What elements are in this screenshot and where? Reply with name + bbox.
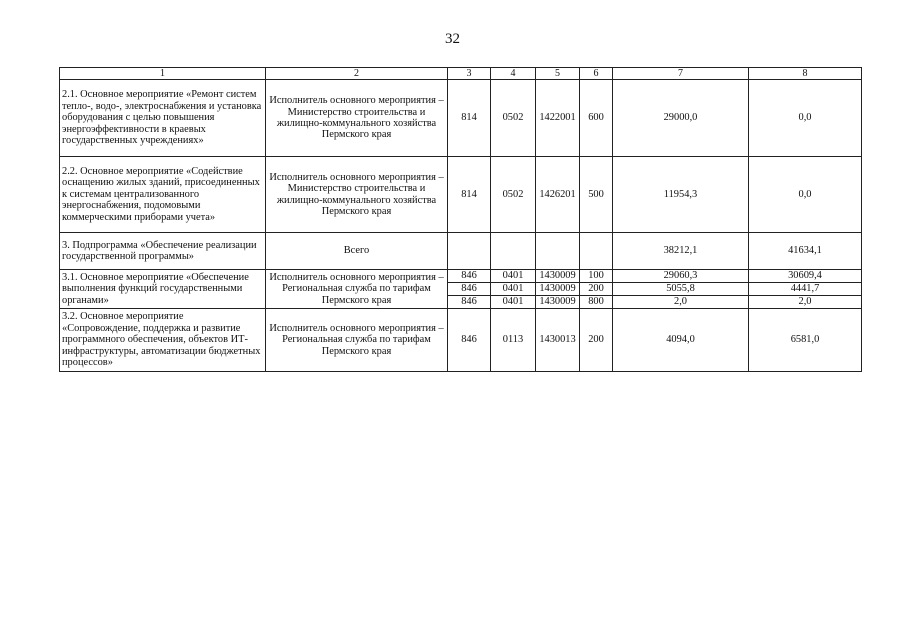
event-name-cell: 3. Подпрограмма «Обеспечение реализации государственной программы» — [60, 233, 266, 270]
column-header: 6 — [580, 68, 613, 80]
rzpr-cell: 0502 — [491, 80, 536, 157]
vr-cell: 600 — [580, 80, 613, 157]
table-row — [60, 157, 862, 233]
grbs-cell: 846 — [448, 270, 491, 283]
event-name-cell: 3.1. Основное мероприятие «Обеспечение выполнения функций государственными органами» — [60, 270, 266, 309]
column-header: 5 — [536, 68, 580, 80]
rzpr-cell: 0401 — [491, 283, 536, 296]
csr-cell: 1430013 — [536, 309, 580, 372]
grbs-cell: 814 — [448, 157, 491, 233]
vr-cell: 500 — [580, 157, 613, 233]
column-number-row — [60, 68, 862, 80]
sum-year2-cell: 0,0 — [749, 80, 862, 157]
executor-cell: Исполнитель основного мероприятия – Региональная служба по тарифам Пермского края — [266, 270, 448, 309]
column-header: 1 — [60, 68, 266, 80]
event-name-cell: 3.2. Основное мероприятие «Сопровождение, поддержка и развитие программного обеспечения, объектов ИТ-инфраструктуры, автоматизации бюджетных процессов» — [60, 309, 266, 372]
sum-year1-cell: 5055,8 — [613, 283, 749, 296]
csr-cell: 1422001 — [536, 80, 580, 157]
column-header: 8 — [749, 68, 862, 80]
grbs-cell: 846 — [448, 309, 491, 372]
sum-year2-cell: 2,0 — [749, 296, 862, 309]
executor-cell: Всего — [266, 233, 448, 270]
sum-year1-cell: 29000,0 — [613, 80, 749, 157]
budget-table — [59, 67, 862, 372]
executor-cell: Исполнитель основного мероприятия – Министерство строительства и жилищно-коммунального хозяйства Пермского края — [266, 80, 448, 157]
rzpr-cell — [491, 233, 536, 270]
column-header: 4 — [491, 68, 536, 80]
executor-cell: Исполнитель основного мероприятия – Региональная служба по тарифам Пермского края — [266, 309, 448, 372]
csr-cell: 1430009 — [536, 296, 580, 309]
sum-year1-cell: 2,0 — [613, 296, 749, 309]
column-header: 3 — [448, 68, 491, 80]
csr-cell: 1430009 — [536, 283, 580, 296]
vr-cell: 800 — [580, 296, 613, 309]
grbs-cell — [448, 233, 491, 270]
sum-year1-cell: 38212,1 — [613, 233, 749, 270]
event-name-cell: 2.2. Основное мероприятие «Содействие оснащению жилых зданий, присоединенных к системам централизованного энергоснабжения, подомовыми коммерческими приборами учета» — [60, 157, 266, 233]
csr-cell — [536, 233, 580, 270]
sum-year2-cell: 4441,7 — [749, 283, 862, 296]
table-row — [60, 309, 862, 372]
column-header: 2 — [266, 68, 448, 80]
rzpr-cell: 0502 — [491, 157, 536, 233]
rzpr-cell: 0401 — [491, 296, 536, 309]
sum-year2-cell: 0,0 — [749, 157, 862, 233]
grbs-cell: 846 — [448, 283, 491, 296]
vr-cell: 200 — [580, 309, 613, 372]
csr-cell: 1426201 — [536, 157, 580, 233]
event-name-cell: 2.1. Основное мероприятие «Ремонт систем тепло-, водо-, электроснабжения и установка оборудования с целью повышения энергоэффективности в краевых государственных учреждениях» — [60, 80, 266, 157]
rzpr-cell: 0113 — [491, 309, 536, 372]
sum-year1-cell: 29060,3 — [613, 270, 749, 283]
vr-cell: 200 — [580, 283, 613, 296]
vr-cell: 100 — [580, 270, 613, 283]
page-number: 32 — [445, 31, 460, 47]
table-row — [60, 80, 862, 157]
rzpr-cell: 0401 — [491, 270, 536, 283]
grbs-cell: 846 — [448, 296, 491, 309]
table-row — [60, 270, 862, 283]
executor-cell: Исполнитель основного мероприятия – Министерство строительства и жилищно-коммунального хозяйства Пермского края — [266, 157, 448, 233]
sum-year2-cell: 41634,1 — [749, 233, 862, 270]
column-header: 7 — [613, 68, 749, 80]
grbs-cell: 814 — [448, 80, 491, 157]
vr-cell — [580, 233, 613, 270]
csr-cell: 1430009 — [536, 270, 580, 283]
sum-year2-cell: 6581,0 — [749, 309, 862, 372]
sum-year1-cell: 4094,0 — [613, 309, 749, 372]
sum-year2-cell: 30609,4 — [749, 270, 862, 283]
sum-year1-cell: 11954,3 — [613, 157, 749, 233]
table-row — [60, 233, 862, 270]
